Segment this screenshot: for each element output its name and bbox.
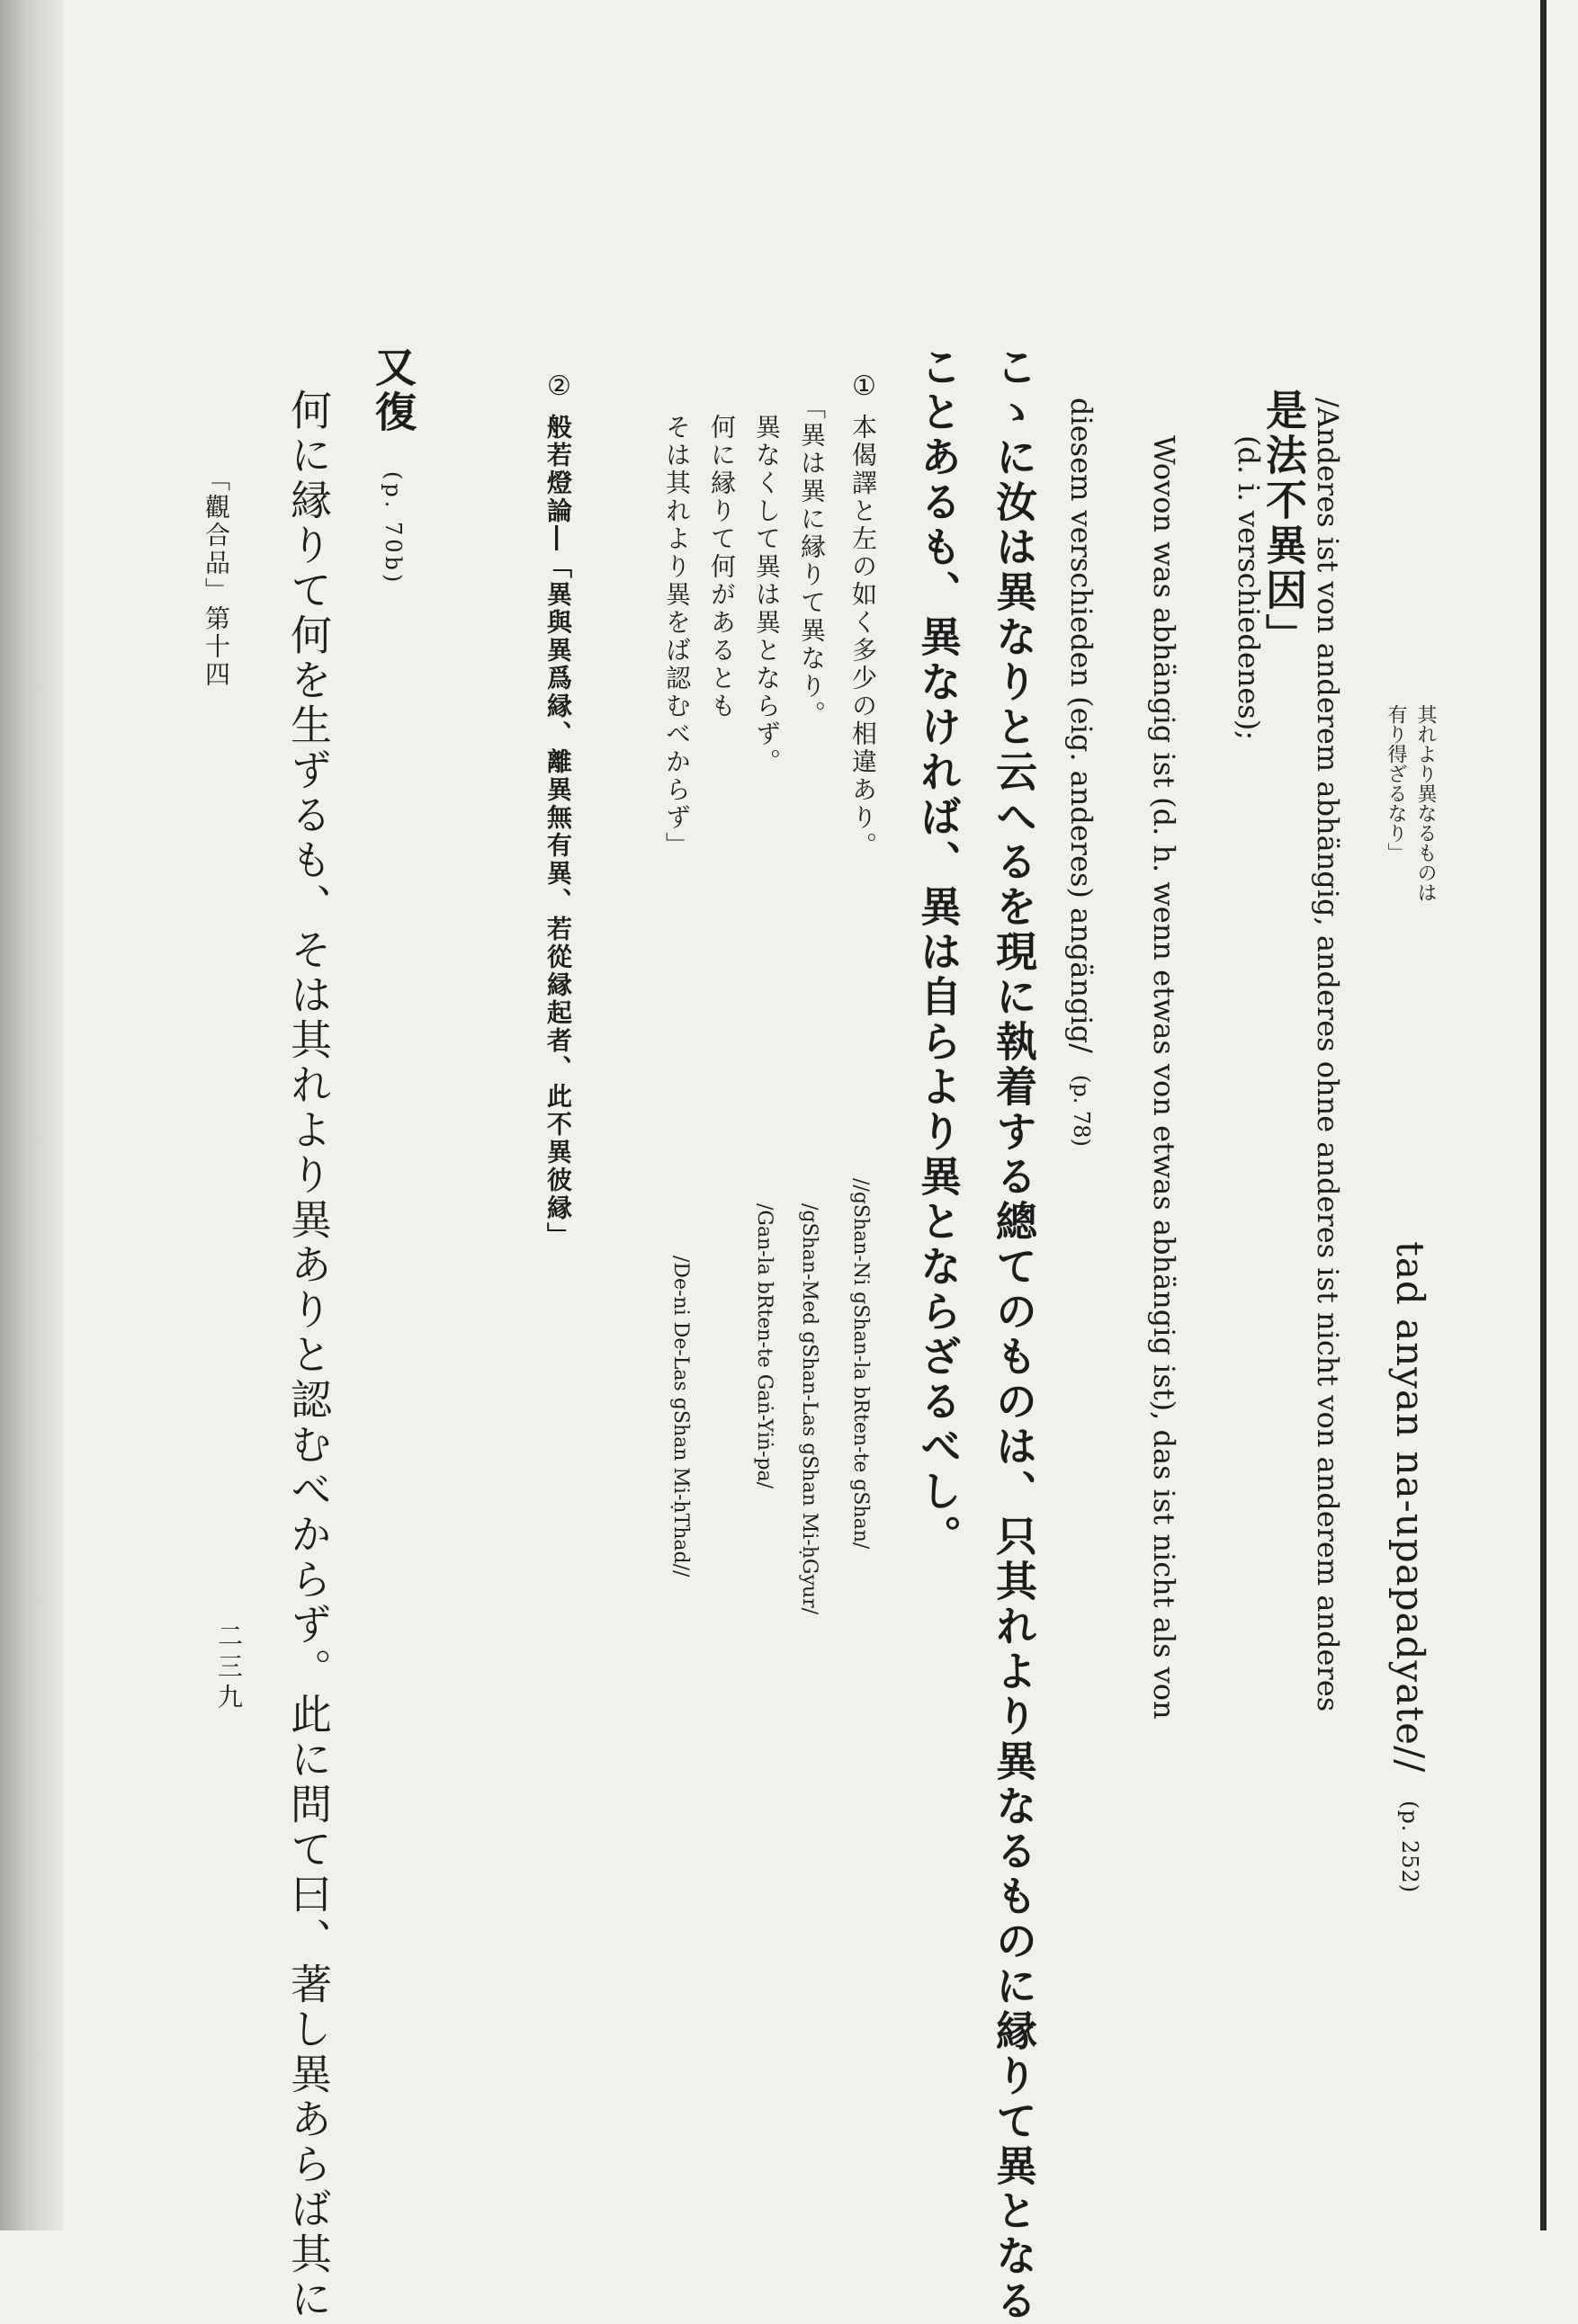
sanskrit-page-ref: (p. 252): [1397, 1800, 1422, 1893]
note-1-tibetan-line-3: /Gan-la bRten-te Gaṅ-Yiṅ-pa/: [753, 1203, 776, 1489]
page-gutter-shadow: [0, 0, 63, 2230]
note-1-quote-line-2: 異なくして異は異とならず。: [752, 414, 782, 776]
german-page-ref: (p. 78): [1069, 1075, 1094, 1147]
commentary-line-2: ことあるも、異なければ、異は自らより異とならざるべし。: [914, 345, 963, 1560]
german-line-1: /Anderes ist von anderem abhängig, anderes ohne anderes ist nicht von anderem anderes: [1311, 398, 1345, 1712]
sanskrit-verse: [1388, 1241, 1432, 1893]
verse-gloss-line-1: 其れより異なるものは: [1414, 704, 1437, 902]
page-spine-edge: [1540, 0, 1547, 2230]
german-line-4-text: diesem verschieden (eig. anderes) angängig/: [1064, 398, 1098, 1053]
note-1-quote-line-4: そは其れより異をば認むべからず」: [662, 414, 692, 860]
verse-gloss-line-2: 有り得ざるなり」: [1385, 704, 1407, 863]
german-line-2: (d. i. verschiedenes);: [1232, 435, 1266, 740]
page-number: 二三九: [214, 1622, 244, 1714]
commentary-line-1: こゝに汝は異なりと云へるを現に執着する總てのものは、只其れより異なるものに縁りて異となる: [990, 345, 1038, 2324]
german-line-3: Wovon was abhängig ist (d. h. wenn etwas von etwas abhängig ist), das ist nicht als von: [1147, 435, 1181, 1720]
german-line-4: [1064, 398, 1098, 1147]
body-paragraph: 何に縁りて何を生ずるも、そは其れより異ありと認むべからず。此に問て曰、著し異あらば其に: [284, 389, 333, 2322]
section-page-ref: (p. 70b): [381, 471, 406, 586]
note-1-tibetan-line-2: /gShan-Med gShan-Las gShan Mi-ḥGyur/: [798, 1203, 820, 1614]
sanskrit-text: tad anyan na-upapadyate//: [1388, 1241, 1432, 1774]
note-1-quote-line-1: 「異は異に縁りて異なり。: [797, 394, 827, 728]
running-footer-series: 「觀合品」第十四: [202, 466, 231, 689]
section-title: [369, 345, 417, 586]
note-2-marker: ②: [543, 371, 575, 402]
note-1-tibetan-line-4: /De-ni De-Las gShan Mi-ḥThad//: [669, 1256, 692, 1578]
section-title-text: 又復: [369, 345, 417, 435]
note-2-text: 般若燈論―「異與異爲縁、離異無有異、若從縁起者、此不異彼縁」: [543, 414, 573, 1250]
note-1-tibetan-line-1: //gShan-Ni gShan-la bRten-te gShan/: [849, 1178, 872, 1550]
verse-title: 是法不異因」: [1260, 389, 1308, 658]
note-1-intro: 本偈譯と左の如く多少の相違あり。: [848, 414, 878, 860]
note-1-quote-line-3: 何に縁りて何があるとも: [707, 414, 737, 720]
note-1-marker: ①: [848, 371, 880, 402]
